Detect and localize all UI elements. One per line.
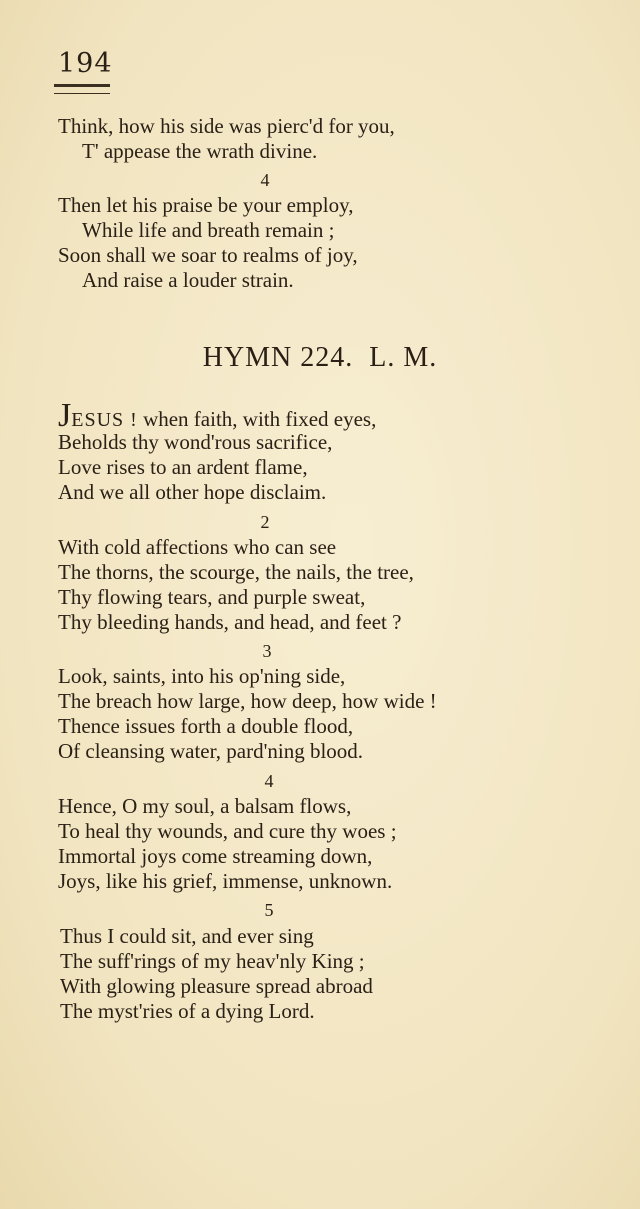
verse-number: 5 <box>264 900 274 920</box>
verse-line: The thorns, the scourge, the nails, the tree, <box>58 560 414 584</box>
verse-number: 4 <box>260 170 270 190</box>
verse-line: Thy flowing tears, and purple sweat, <box>58 585 366 609</box>
verse-line: Hence, O my soul, a balsam flows, <box>58 794 352 818</box>
verse-line: And raise a louder strain. <box>82 268 294 292</box>
verse-number: 4 <box>264 771 274 791</box>
first-line-rest: when faith, with fixed eyes, <box>143 407 377 431</box>
verse-line: Joys, like his grief, immense, unknown. <box>58 869 393 893</box>
verse-number: 3 <box>262 641 272 661</box>
drop-cap: J <box>58 397 72 434</box>
verse-line: Look, saints, into his op'ning side, <box>58 664 346 688</box>
verse-line: Beholds thy wond'rous sacrifice, <box>58 430 333 454</box>
verse-line: With cold affections who can see <box>58 535 337 559</box>
verse-line: Immortal joys come streaming down, <box>58 844 373 868</box>
hymn-title: HYMN 224. <box>202 342 354 373</box>
verse-line: The breach how large, how deep, how wide ! <box>58 689 437 713</box>
continuation-line: Think, how his side was pierc'd for you, <box>58 114 395 138</box>
verse-line: The myst'ries of a dying Lord. <box>60 999 315 1023</box>
continuation-line: T' appease the wrath divine. <box>82 139 318 163</box>
verse-line: And we all other hope disclaim. <box>58 480 327 504</box>
hymn-heading <box>0 342 640 374</box>
verse-line: To heal thy wounds, and cure thy woes ; <box>58 819 397 843</box>
verse-line: Love rises to an ardent flame, <box>58 455 308 479</box>
verse-line: Thy bleeding hands, and head, and feet ? <box>58 610 402 634</box>
hymn-meter: L. M. <box>369 342 438 373</box>
page-number: 194 <box>58 48 113 79</box>
verse-line: With glowing pleasure spread abroad <box>60 974 373 998</box>
verse-line: Thus I could sit, and ever sing <box>60 924 314 948</box>
verse-number: 2 <box>260 512 270 532</box>
verse-line: Soon shall we soar to realms of joy, <box>58 243 358 267</box>
verse-first-line <box>58 397 377 434</box>
verse-line: While life and breath remain ; <box>82 218 335 242</box>
verse-line: Of cleansing water, pard'ning blood. <box>58 739 364 763</box>
verse-line: The suff'rings of my heav'nly King ; <box>60 949 365 973</box>
header-rule-thick <box>54 84 110 87</box>
verse-line: Then let his praise be your employ, <box>58 193 354 217</box>
header-rule-thin <box>54 93 110 94</box>
verse-line: Thence issues forth a double flood, <box>58 714 354 738</box>
first-word: ESUS ! <box>71 409 138 431</box>
